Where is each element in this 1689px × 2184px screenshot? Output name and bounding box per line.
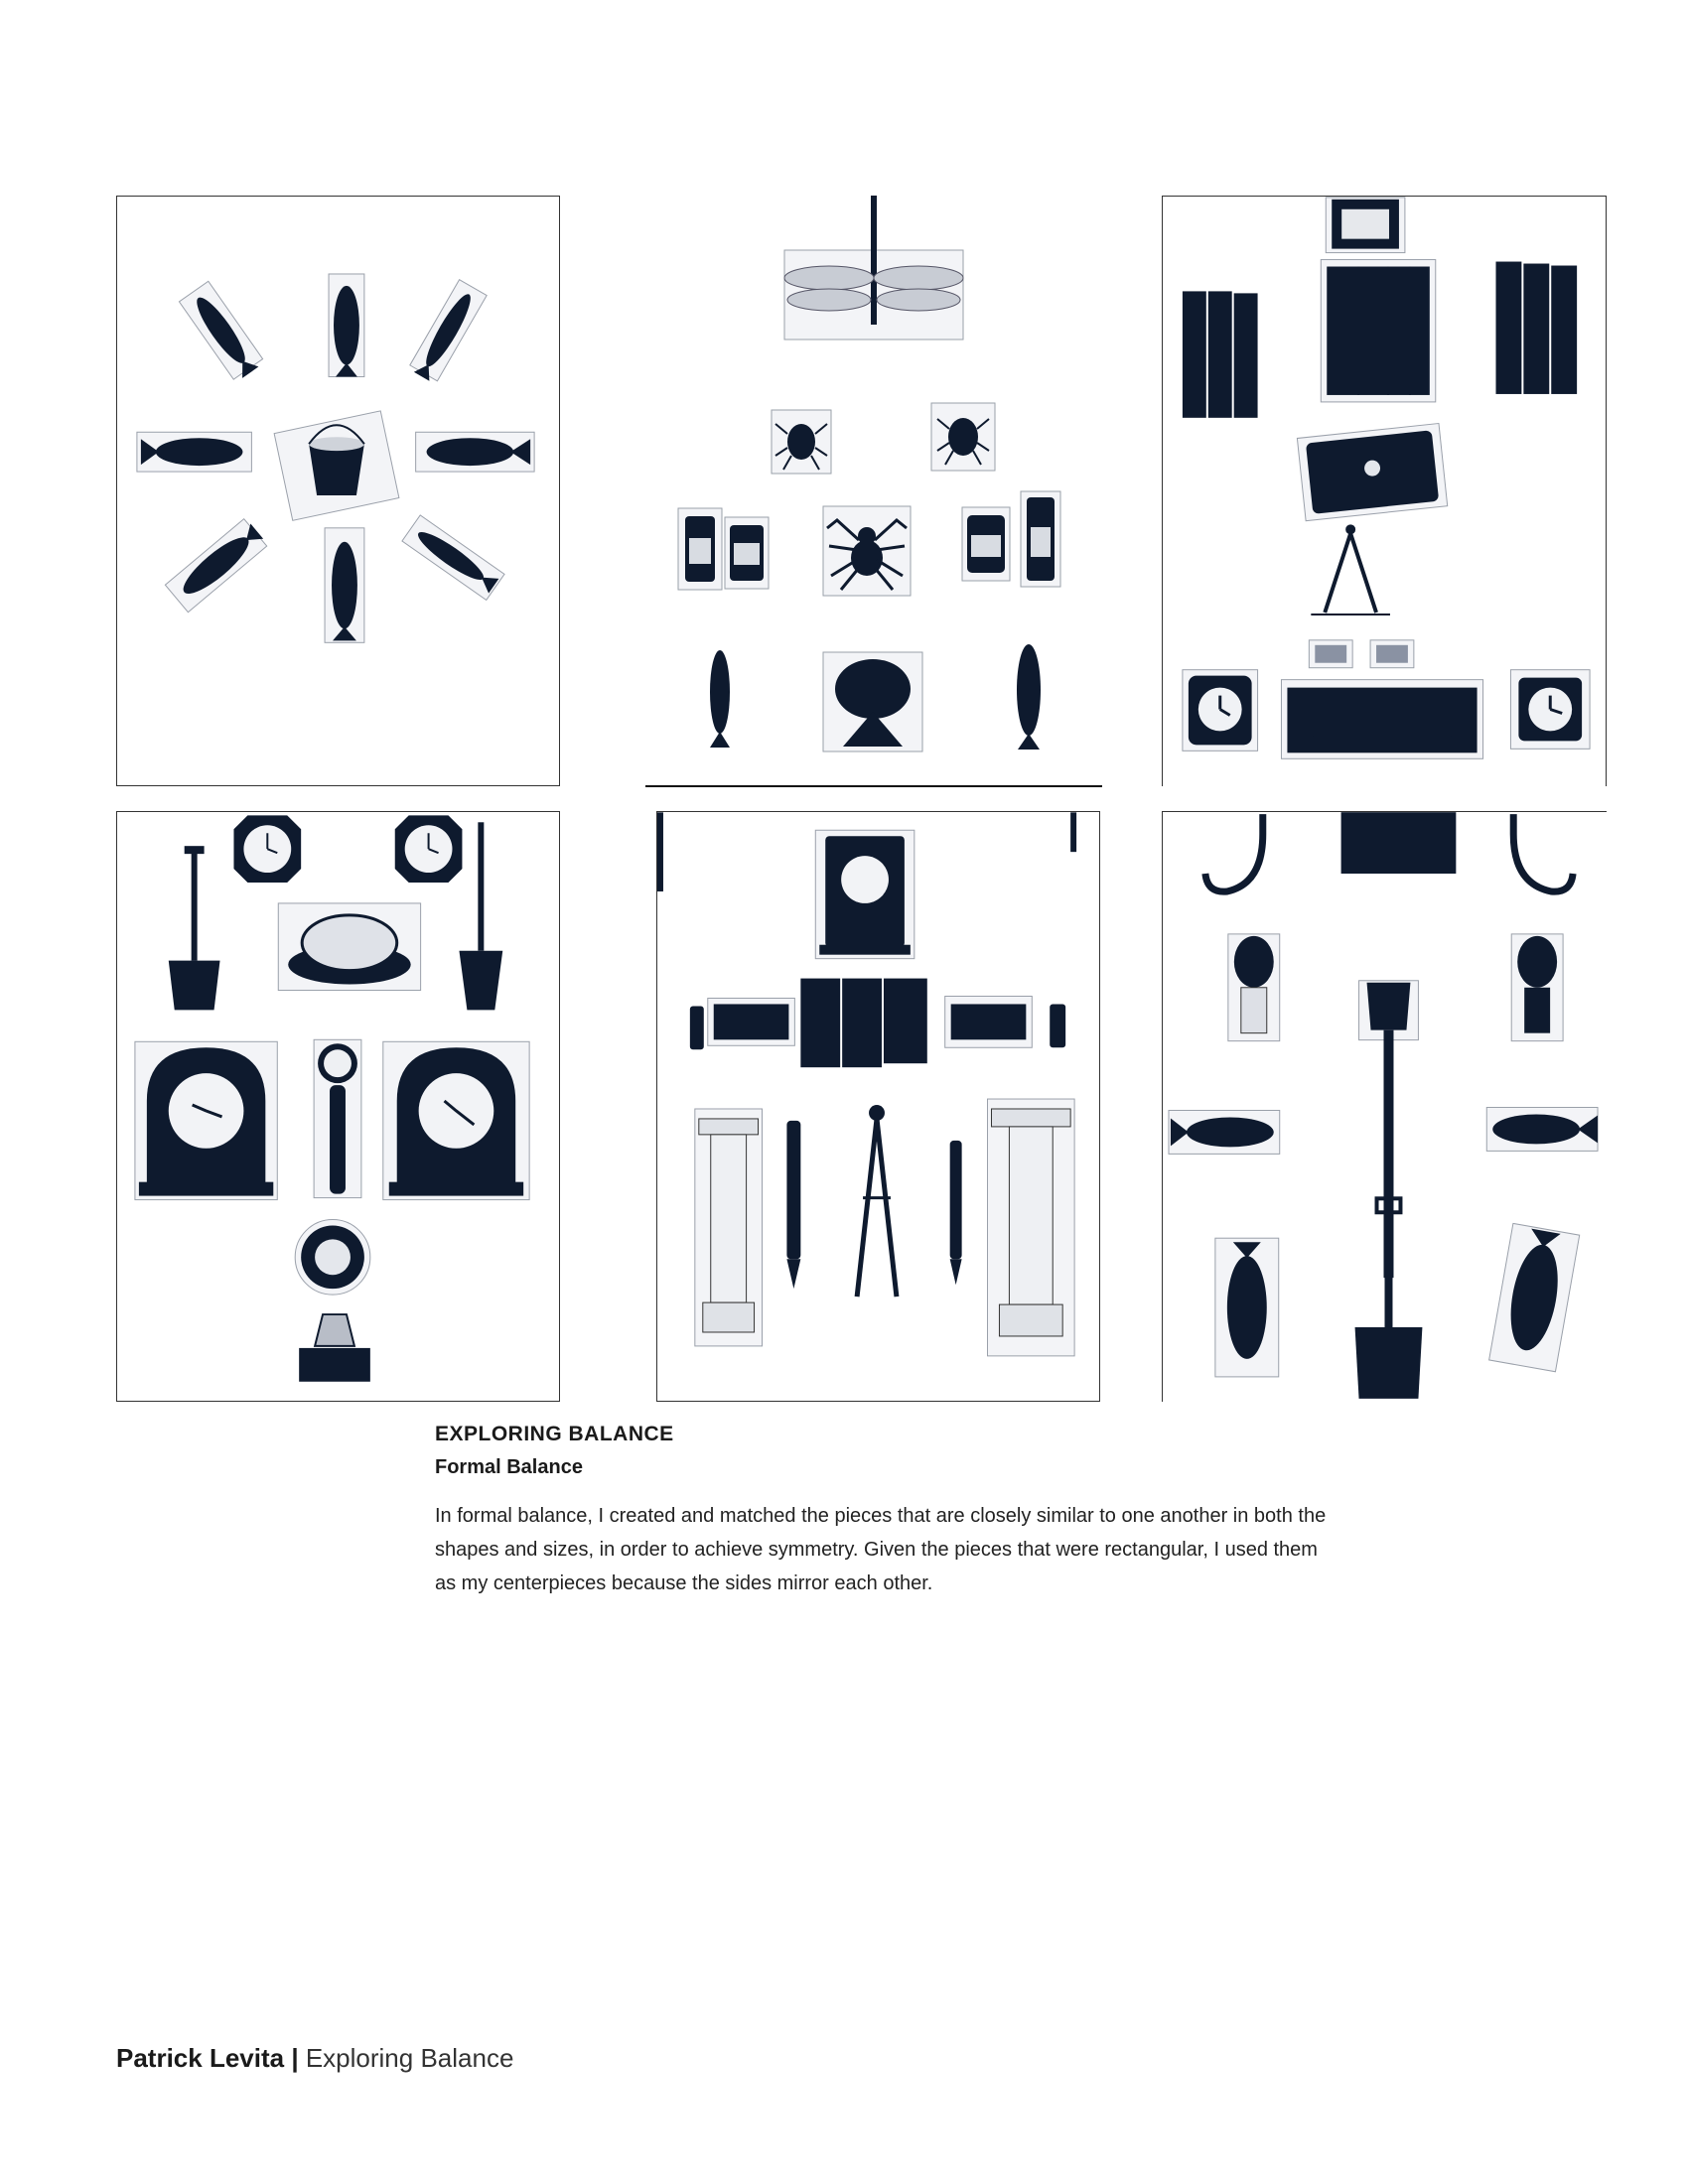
fish-icon [329, 274, 364, 377]
fish-icon [1017, 644, 1041, 750]
drafting-case-icon [1341, 812, 1457, 874]
drafting-case-icon [708, 998, 795, 1045]
fish-icon [137, 432, 251, 472]
clock-icon [1510, 670, 1590, 750]
books-icon [1495, 262, 1577, 394]
inkwell-icon [299, 1314, 370, 1382]
collage-panel-clocks [116, 811, 560, 1402]
shovel-icon [1355, 1198, 1423, 1399]
alarm-clock-icon [1183, 670, 1258, 751]
spider-icon [823, 506, 911, 596]
drafting-case-icon [1281, 680, 1482, 759]
fish-icon [408, 280, 487, 385]
card-icon [1309, 640, 1352, 668]
fish-radial-collage [117, 197, 559, 785]
collage-panel-fish-radial [116, 196, 560, 786]
dragonfly-icon [784, 196, 963, 340]
ring-gauge-icon [278, 903, 420, 991]
fish-icon [179, 281, 264, 382]
insects-collage [645, 196, 1102, 788]
collage-panel-insects [645, 196, 1102, 788]
pillar-icon [695, 1109, 763, 1346]
pillars-collage [657, 812, 1099, 1401]
footer-author: Patrick Levita [116, 2043, 285, 2073]
shaving-brush-icon [1228, 934, 1280, 1041]
drafting-case-icon [945, 996, 1033, 1047]
clock-icon [1326, 198, 1405, 253]
jar-icon [725, 517, 769, 589]
footer-separator: | [284, 2043, 306, 2073]
pen-nib-icon [786, 1121, 800, 1289]
shovel-icon [169, 846, 220, 1010]
tick-icon [931, 403, 995, 471]
wall-clock-icon [233, 815, 301, 883]
collage-panel-books [1162, 196, 1607, 786]
tick-icon [772, 410, 831, 474]
fish-icon [402, 515, 504, 600]
books-collage [1163, 197, 1606, 786]
caption-block [435, 1423, 1329, 1600]
jar-icon [1021, 491, 1060, 587]
wallet-icon [1297, 424, 1447, 521]
fish-icon [325, 528, 364, 642]
caption-heading: EXPLORING BALANCE [435, 1423, 674, 1445]
books-icon [1321, 260, 1435, 402]
gauge-icon [295, 1219, 370, 1295]
collage-panel-pillars [656, 811, 1100, 1402]
pen-nib-icon [950, 1141, 962, 1285]
caption-body: In formal balance, I created and matched the pieces that are closely similar to one another in both the shapes and sizes, in order to achieve symmetry. Given the pieces that were rectangular, I used them as my centerpieces because the sides mirror each other. [435, 1505, 1327, 1594]
fish-icon [1486, 1107, 1598, 1151]
shaving-brush-icon [1511, 934, 1563, 1041]
fish-icon [1489, 1223, 1580, 1371]
jar-icon [678, 508, 722, 590]
sickle-icon [1205, 814, 1263, 891]
thermometer-icon [314, 1039, 361, 1197]
bottle-icon [690, 1006, 704, 1049]
mantel-clock-icon [815, 830, 915, 958]
pillar-icon [988, 1099, 1075, 1356]
books-icon [800, 979, 926, 1068]
compass-icon [857, 1105, 897, 1297]
tools-collage [1163, 812, 1607, 1402]
books-icon [1183, 291, 1258, 417]
shovel-icon [459, 822, 502, 1010]
bottle-icon [1050, 1004, 1065, 1047]
bucket-icon [274, 411, 399, 520]
page-footer [116, 2043, 513, 2074]
mantel-clock-icon [135, 1041, 277, 1199]
sickle-icon [1513, 814, 1573, 891]
compass-icon [1311, 524, 1390, 614]
fish-icon [823, 652, 922, 751]
fish-icon [1215, 1238, 1279, 1377]
clocks-collage [117, 812, 559, 1401]
fish-icon [165, 517, 268, 612]
collage-panel-tools [1162, 811, 1607, 1402]
fish-icon [1169, 1110, 1280, 1154]
jar-icon [962, 507, 1010, 581]
footer-title: Exploring Balance [305, 2043, 514, 2073]
mantel-clock-icon [383, 1041, 529, 1199]
wall-clock-icon [395, 815, 463, 883]
fish-icon [710, 650, 730, 748]
caption-subheading: Formal Balance [435, 1456, 583, 1478]
fish-icon [416, 432, 534, 472]
card-icon [1370, 640, 1414, 668]
